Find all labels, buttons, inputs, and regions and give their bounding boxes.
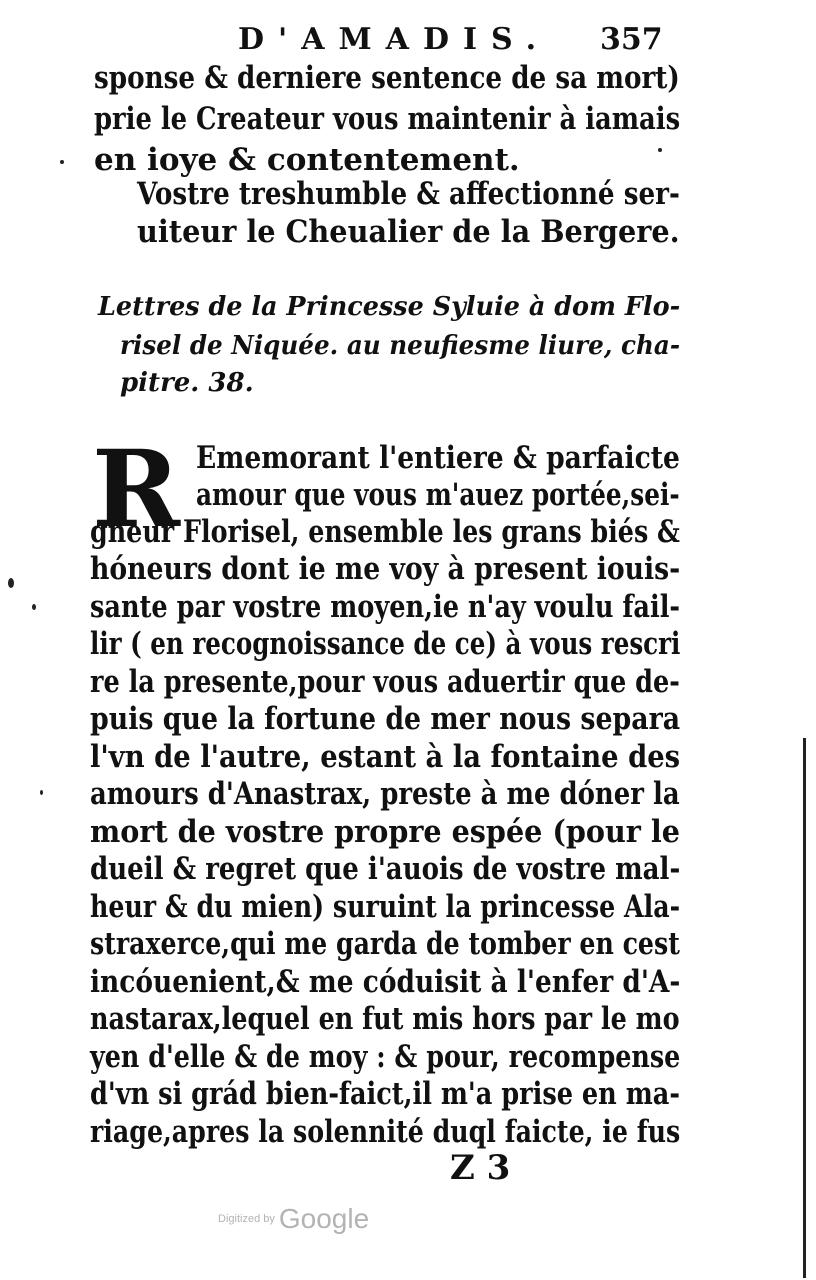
ink-speck	[40, 790, 43, 795]
body-line: amour que vous m'auez portée,sei-	[196, 477, 680, 513]
signature-mark: Z 3	[450, 1148, 511, 1188]
ink-speck	[32, 604, 36, 610]
drop-capital: R	[92, 426, 181, 551]
digitization-watermark	[218, 1203, 369, 1235]
body-line: l'vn de l'autre, estant à la fontaine des	[90, 739, 681, 775]
body-line: puis que la fortune de mer nous separa	[90, 701, 681, 737]
body-line: mort de vostre propre espée (pour le	[90, 814, 680, 850]
heading-line: risel de Niquée. au neufiesme liure, cha-	[120, 331, 681, 361]
signature-line: uiteur le Cheualier de la Bergere.	[137, 214, 680, 250]
body-line: re la presente,pour vous aduertir que de-	[90, 664, 680, 700]
body-line: lir ( en recognoissance de ce) à vous rescri	[90, 626, 681, 662]
body-line: Ememorant l'entiere & parfaicte	[196, 440, 680, 476]
text-line: prie le Createur vous maintenir à iamais	[94, 101, 681, 137]
text-line: en ioye & contentement.	[94, 142, 520, 178]
body-line: heur & du mien) suruint la princesse Ala-	[90, 889, 681, 925]
ink-speck	[60, 160, 64, 164]
body-line: d'vn si grád bien-faict,il m'a prise en ma-	[90, 1076, 680, 1112]
signature-line: Vostre treshumble & affectionné ser-	[137, 176, 680, 212]
ink-speck	[8, 578, 14, 588]
page-edge-line	[803, 738, 806, 1278]
text-line: sponse & derniere sentence de sa mort)	[94, 60, 680, 96]
body-line: gneur Florisel, ensemble les grans biés &	[90, 514, 680, 550]
body-line: dueil & regret que i'auois de vostre mal-	[90, 851, 681, 887]
body-line: incóuenient,& me códuisit à l'enfer d'A-	[90, 964, 681, 1000]
heading-line: Lettres de la Princesse Syluie à dom Flo-	[98, 292, 681, 322]
body-line: yen d'elle & de moy : & pour, recompense	[90, 1039, 681, 1075]
running-title: D'AMADIS.	[238, 22, 551, 57]
google-logo: Google	[278, 1203, 370, 1234]
body-line: hóneurs dont ie me voy à present iouis-	[90, 551, 681, 587]
body-line: straxerce,qui me garda de tomber en cest	[90, 926, 680, 962]
watermark-prefix: Digitized by	[218, 1213, 275, 1225]
body-line: riage,apres la solennité duql faicte, ie fus	[90, 1114, 681, 1150]
page-header	[0, 22, 816, 64]
body-line: sante par vostre moyen,ie n'ay voulu fail-	[90, 589, 681, 625]
body-line: amours d'Anastrax, preste à me dóner la	[90, 776, 680, 812]
page-number: 357	[600, 22, 663, 57]
ink-speck	[658, 148, 662, 152]
body-line: nastarax,lequel en fut mis hors par le mo	[90, 1001, 680, 1037]
heading-line: pitre. 38.	[120, 368, 254, 398]
